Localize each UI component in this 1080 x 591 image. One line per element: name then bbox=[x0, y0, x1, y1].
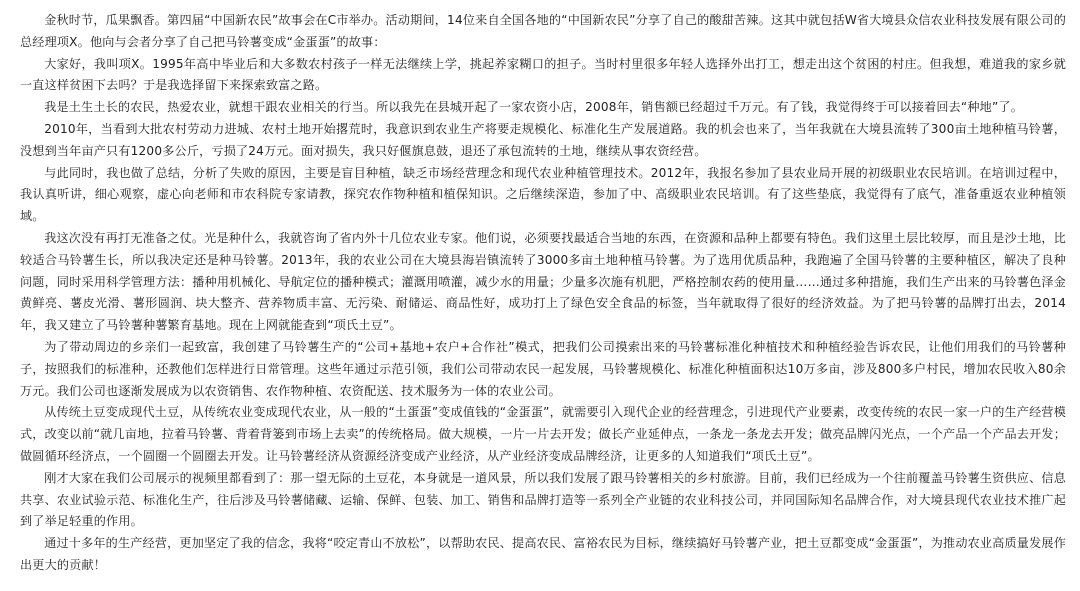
paragraph-company-base-model: 为了带动周边的乡亲们一起致富，我创建了马铃薯生产的“公司+基地+农户+合作社”模式，把我们公司摸索出来的马铃薯标准化种植技术和种植经验告诉农民，让他们用我们的马铃薯种子，按照我们的标准种，还教他们怎样进行日常管理。这些年通过示范引领，我们公司带动农民一起发展，马铃薯规模化、标准化种植面积达10万多亩，涉及800多户村民，增加农民收入80余万元。我们公司也逐渐发展成为以农资销售、农作物种植、农资配送、技术服务为一体的农业公司。 bbox=[20, 339, 1066, 398]
paragraph-self-introduction: 大家好，我叫项X。1995年高中毕业后和大多数农村孩子一样无法继续上学，挑起养家糊口的担子。当时村里很多年轻人选择外出打工，想走出这个贫困的村庄。但我想，难道我的家乡就一直这样贫困下去吗？于是我选择留下来探索致富之路。 bbox=[20, 56, 1066, 93]
paragraph-conclusion: 通过十多年的生产经营，更加坚定了我的信念，我将“咬定青山不放松”，以帮助农民、提高农民、富裕农民为目标，继续搞好马铃薯产业，把土豆都变成“金蛋蛋”，为推动农业高质量发展作出更大的贡献！ bbox=[20, 536, 1066, 572]
paragraph-training-2012: 与此同时，我也做了总结，分析了失败的原因，主要是盲目种植，缺乏市场经营理念和现代农业种植管理技术。2012年，我报名参加了县农业局开展的初级职业农民培训。在培训过程中，我认真听讲，细心观察，虚心向老师和市农科院专家请教，探究农作物种植和植保知识。之后继续深造，参加了中、高级职业农民培训。有了这些垫底，我觉得有了底气，准备重返农业种植领域。 bbox=[20, 165, 1066, 224]
paragraph-intro: 金秋时节，瓜果飘香。第四届“中国新农民”故事会在C市举办。活动期间，14位来自全国各地的“中国新农民”分享了自己的酸甜苦辣。这其中就包括W省大境县众信农业科技发展有限公司的总经理项X。他向与会者分享了自己把马铃薯变成“金蛋蛋”的故事： bbox=[20, 13, 1066, 49]
paragraph-farm-supply-store: 我是土生土长的农民，热爱农业，就想干跟农业相关的行当。所以我先在县城开起了一家农资小店，2008年，销售额已经超过千万元。有了钱，我觉得终于可以接着回去“种地”了。 bbox=[44, 100, 1024, 115]
paragraph-rural-tourism: 刚才大家在我们公司展示的视频里都看到了：那一望无际的土豆花，本身就是一道风景，所以我们发展了跟马铃薯相关的乡村旅游。目前，我们已经成为一个往前覆盖马铃薯生资供应、信息共享、农业试验示范、标准化生产，往后涉及马铃薯储藏、运输、保鲜、包装、加工、销售和品牌打造等一系列全产业链的农业科技公司，并同国际知名品牌合作，对大境县现代农业技术推广起到了举足轻重的作用。 bbox=[20, 470, 1066, 529]
paragraph-modern-agriculture: 从传统土豆变成现代土豆，从传统农业变成现代农业，从一般的“土蛋蛋”变成值钱的“金蛋蛋”，就需要引入现代企业的经营理念，引进现代产业要素，改变传统的农民一家一户的生产经营模式，改变以前“就几亩地，拉着马铃薯、背着背篓到市场上去卖”的传统格局。做大规模，一片一片去开发；做长产业延伸点，一条龙一条龙去开发；做亮品牌闪光点，一个产品一个产品去开发；做圆循环经济点，一个圆圈一个圆圈去开发。让马铃薯经济从资源经济变成产业经济，从产业经济变成品牌经济，让更多的人知道我们“项氏土豆”。 bbox=[20, 405, 1066, 463]
paragraph-potato-planting-2013: 我这次没有再打无准备之仗。光是种什么，我就咨询了省内外十几位农业专家。他们说，必须要找最适合当地的东西，在资源和品种上都要有特色。我们这里土层比较厚，而且是沙土地，比较适合马铃薯生长，所以我决定还是种马铃薯。2013年，我的农业公司在大境县海岩镇流转了3000多亩土地种植马铃薯。为了选用优质品种，我跑遍了全国马铃薯的主要种植区，解决了良种问题，同时采用科学管理方法：播种用机械化、导航定位的播种模式；灌溉用喷灌，减少水的用量；少量多次施有机肥，严格控制农药的使用量……通过多种措施，我们生产出来的马铃薯色泽金黄鲜亮、薯皮光滑、薯形圆润、块大整齐、营养物质丰富、无污染、耐储运、商品性好，成功打上了绿色安全食品的标签，当年就取得了很好的经济效益。为了把马铃薯的品牌打出去，2014年，我又建立了马铃薯种薯繁育基地。现在上网就能查到“项氏土豆”。 bbox=[20, 230, 1066, 333]
paragraph-first-attempt-2010: 2010年，当看到大批农村劳动力进城、农村土地开始撂荒时，我意识到农业生产将要走规模化、标准化生产发展道路。我的机会也来了，当年我就在大境县流转了300亩土地种植马铃薯，没想到当年亩产只有1200多公斤，亏损了24万元。面对损失，我只好偃旗息鼓，退还了承包流转的土地，继续从事农资经营。 bbox=[20, 121, 1066, 158]
